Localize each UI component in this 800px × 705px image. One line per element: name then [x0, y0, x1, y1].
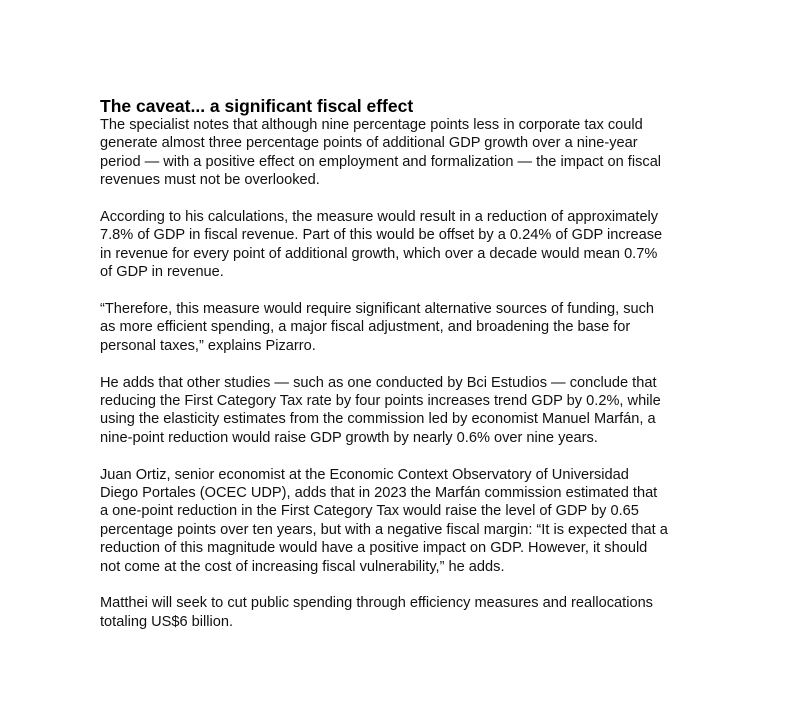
paragraph-1: The specialist notes that although nine percentage points less in corporate tax could generate almost three percentage points of additional GDP growth over a nine-year period — with a positive effect on employment and formalization — the impact on fiscal revenues must not be overlooked. [100, 117, 662, 189]
paragraph-4: He adds that other studies — such as one conducted by Bci Estudios — conclude that reducing the First Category Tax rate by four points increases trend GDP by 0.2%, while using the elasticity estimates from the commission led by economist Manuel Marfán, a nine-point reduction would raise GDP growth by nearly 0.6% over nine years. [100, 374, 661, 446]
paragraph-2: According to his calculations, the measure would result in a reduction of approximately 7.8% of GDP in fiscal revenue. Part of this would be offset by a 0.24% of GDP increase in revenue for every point of additional growth, which over a decade would mean 0.7% of GDP in revenue. [100, 209, 663, 281]
paragraph-6: Matthei will seek to cut public spending through efficiency measures and reallocations totaling US$6 billion. [100, 595, 653, 630]
paragraph-3: “Therefore, this measure would require significant alternative sources of funding, such as more efficient spending, a major fiscal adjustment, and broadening the base for personal taxes,” explains Pizarro. [100, 301, 655, 354]
section-heading: The caveat... a significant fiscal effect [100, 96, 414, 116]
article [100, 96, 710, 631]
paragraph-5: Juan Ortiz, senior economist at the Economic Context Observatory of Universidad Diego Portales (OCEC UDP), adds that in 2023 the Marfán commission estimated that a one-point reduction in the First Category Tax would raise the level of GDP by 0.65 percentage points over ten years, but with a negative fiscal margin: “It is expected that a reduction of this magnitude would have a positive impact on GDP. However, it should not come at the cost of increasing fiscal vulnerability,” he adds. [100, 466, 668, 575]
